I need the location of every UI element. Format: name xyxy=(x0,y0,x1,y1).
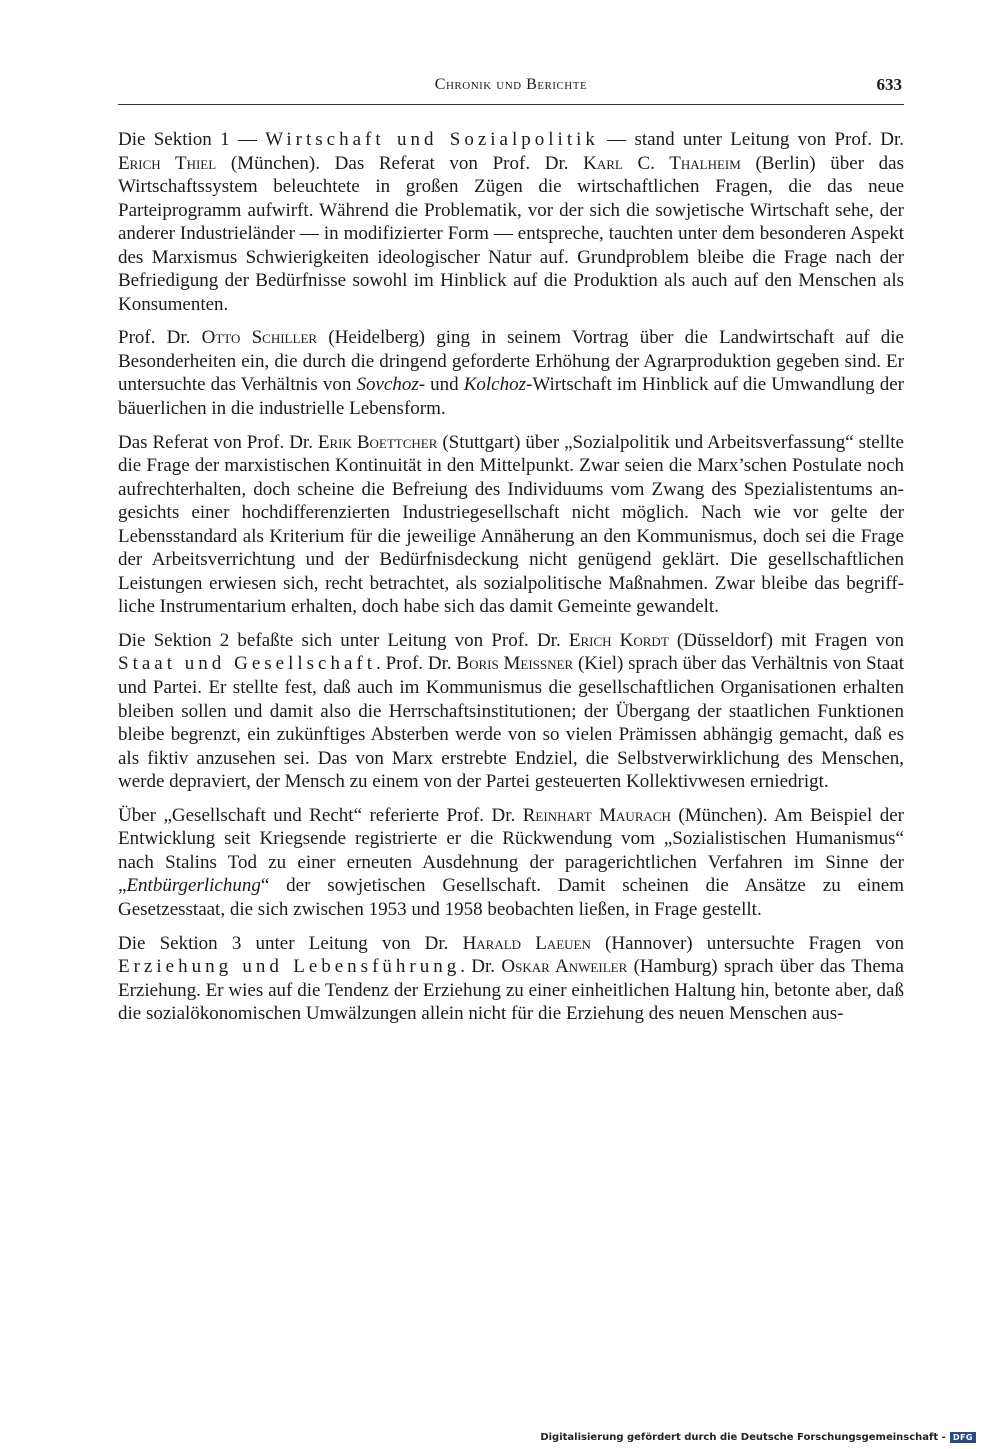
dfg-logo-icon: DFG xyxy=(950,1432,976,1443)
paragraph xyxy=(118,128,904,316)
text-run: Die Sektion 1 — xyxy=(118,129,266,150)
person-name: Otto Schiller xyxy=(201,327,318,349)
italic-term: Kolchoz xyxy=(463,374,527,396)
paragraph xyxy=(118,804,904,922)
paragraph xyxy=(118,326,904,420)
person-name: Karl C. Thalheim xyxy=(583,152,741,174)
section-topic: Erziehung und Lebensführung xyxy=(118,956,461,978)
footer-text: Digitalisierung gefördert durch die Deutsche Forschungsgemeinschaft - xyxy=(540,1432,946,1443)
page-number: 633 xyxy=(876,75,902,94)
text-run: Über „Gesellschaft und Recht“ referierte Prof. Dr. xyxy=(118,804,523,826)
text-run: (Stuttgart) über „Sozialpolitik und Arbeitsverfassung“ stellte die Frage der marxistischen Kontinuität in den Mittelpunkt. Zwar seien die Marx’schen Postulate noch aufrechterhalten, doch scheine die Befreiung des Individuums vom Zwang des Spezialistentums angesichts einer hochdifferenzierten Industriegesellschaft nicht möglich. Nach wie vor gelte der Lebensstandard als Kriterium für die jeweilige Annäherung an den Kommunismus, doch sei die Frage der Arbeitsverrichtung und der Bedürfnisdeckung nicht genügend geklärt. Die gesellschaftlichen Leistungen erwiesen sich, recht betrachtet, als sozialpolitische Maßnahmen. Zwar bleibe das begriffliche Instrumentarium erhalten, doch habe sich das damit Gemeinte gewandelt. xyxy=(118,431,904,618)
section-topic: Wirtschaft und Sozialpolitik xyxy=(265,129,599,150)
text-run: Die Sektion 3 unter Leitung von Dr. xyxy=(118,932,463,954)
text-run: (Berlin) über das Wirtschaftssystem beleuchtete in großen Zügen die wirtschaftlichen Fragen, die das neue Parteiprogramm aufwirft. Während die Problematik, vor der sich die sowjetische Wirtschaft sehe, der anderer Industrieländer — in modifizierter Form — entspreche, tauchten unter dem besonderen Aspekt des Marxismus Schwierigkeiten ideologischer Natur auf. Grundproblem bleibe die Frage nach der Befriedigung der Bedürfnisse sowohl im Hinblick auf die Produktion als auch auf den Menschen als Konsumenten. xyxy=(118,152,905,315)
text-run: . Prof. Dr. xyxy=(376,653,457,675)
text-run: (Heidelberg) ging in seinem Vortrag über die Landwirtschaft auf die Besonderheiten ein, die durch die dringend geforderte Erhöhung der Agrarproduktion gegeben sind. Er untersuchte das Verhältnis von xyxy=(118,327,904,396)
person-name: Erik Boettcher xyxy=(317,431,438,453)
italic-term: Sovchoz- xyxy=(356,374,426,396)
text-run: — stand unter Leitung von Prof. Dr. xyxy=(598,129,905,150)
running-title: Chronik und Berichte xyxy=(434,76,588,93)
section-topic: Staat und Gesellschaft xyxy=(118,653,377,675)
italic-term: Entbürgerlichung xyxy=(126,875,261,897)
person-name: Erich Kordt xyxy=(568,629,669,651)
person-name: Boris Meissner xyxy=(456,653,574,675)
text-run: und xyxy=(425,374,464,396)
paragraph xyxy=(118,629,904,794)
text-run: Die Sektion 2 befaßte sich unter Leitung von Prof. Dr. xyxy=(118,629,569,651)
text-run: “ der sowjetischen Gesellschaft. Damit scheinen die Ansätze zu einem Gesetzesstaat, die sich zwischen 1953 und 1958 beobachten ließen, in Frage gestellt. xyxy=(118,875,904,920)
person-name: Reinhart Maurach xyxy=(522,804,671,826)
person-name: Oskar Anweiler xyxy=(501,956,628,978)
text-run: (Hannover) untersuchte Fragen von xyxy=(590,932,904,954)
paragraph xyxy=(118,932,904,1026)
running-header xyxy=(118,76,904,105)
text-run: (Kiel) sprach über das Verhältnis von Staat und Partei. Er stellte fest, daß auch im Kommunismus die gesellschaftlichen Organisationen erhalten bleiben sollen und damit also die Herrschaftsinstitutionen; der Übergang der staatlichen Funktionen bleibe begrenzt, ein zukünftiges Absterben werde von so vielen Prämissen abhängig gemacht, daß es als fiktiv anzusehen sei. Das von Marx erstrebte Endziel, die Selbstverwirklichung des Menschen, werde depraviert, der Mensch zu einem von der Partei gesteuerten Kollektivwesen erniedrigt. xyxy=(118,653,904,793)
person-name: Erich Thiel xyxy=(118,152,217,174)
body-text xyxy=(118,128,904,1036)
text-run: -Wirtschaft im Hinblick auf die Umwandlung der bäuerlichen in die industrielle Lebensform. xyxy=(118,374,905,420)
footer-credit xyxy=(540,1432,976,1443)
text-run: (Hamburg) sprach über das Thema Erziehung. Er wies auf die Tendenz der Erziehung zu einer einheitlichen Haltung hin, betonte aber, daß die sozialökonomischen Umwälzungen allein nicht für die Erziehung des neuen Menschen aus- xyxy=(118,956,904,1025)
paragraph xyxy=(118,431,904,619)
text-run: Prof. Dr. xyxy=(118,327,202,349)
person-name: Harald Laeuen xyxy=(462,932,591,954)
text-run: (Düsseldorf) mit Fragen von xyxy=(668,629,904,651)
text-run: (München). Am Beispiel der Entwicklung seit Kriegsende registrierte er die Rückwendung vom „Sozialistischen Humanismus“ nach Stalins Tod zu einer erneuten Ausdehnung der paragerichtlichen Verfahren im Sinne der „ xyxy=(118,804,905,897)
text-run: Das Referat von Prof. Dr. xyxy=(118,431,318,453)
text-run: . Dr. xyxy=(460,956,502,978)
text-run: (München). Das Referat von Prof. Dr. xyxy=(216,152,584,174)
